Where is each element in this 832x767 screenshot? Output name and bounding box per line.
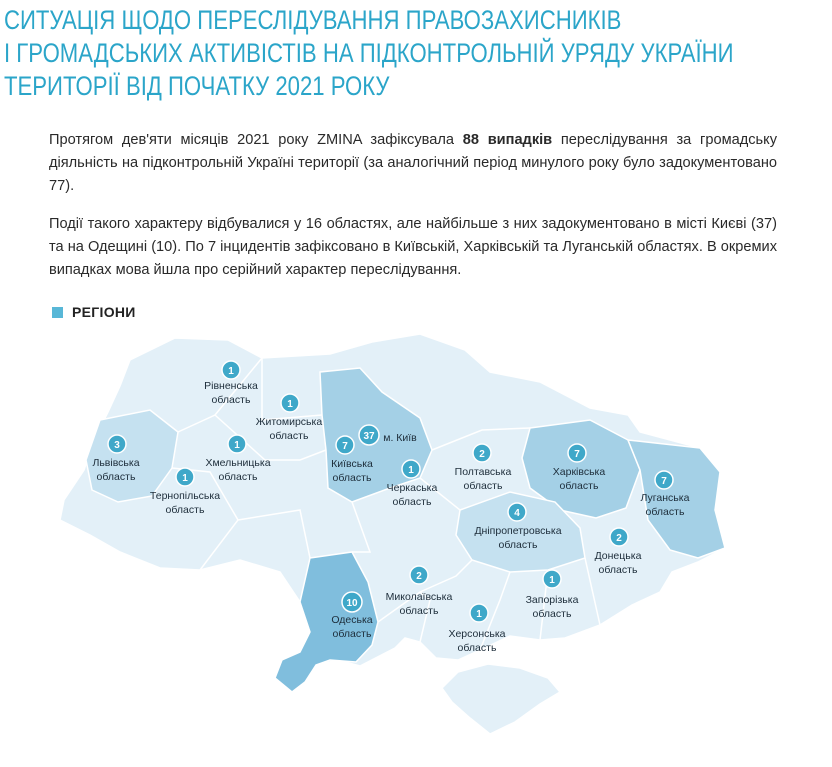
marker-kyiv-city-count: 37 <box>363 431 375 442</box>
marker-odesa <box>342 592 362 612</box>
title-line-2: І ГРОМАДСЬКИХ АКТИВІСТІВ НА ПІДКОНТРОЛЬНІЙ УРЯДУ УКРАЇНИ <box>4 38 734 68</box>
label-cherkasy-l2: область <box>392 496 432 508</box>
marker-zhytomyr-count: 1 <box>287 399 293 410</box>
marker-poltava <box>473 444 491 462</box>
marker-luhansk <box>655 471 673 489</box>
intro-paragraph-2: Події такого характеру відбувалися у 16 областях, але найбільше з них задокументовано в місті Києві (37) та на Одещині (10). По 7 інцидентів зафіксовано в Київській, Харківській та Луганській областях. В окремих випадках мова йшла про серійний характер переслідування. <box>49 216 777 278</box>
legend <box>52 302 136 322</box>
marker-kyiv-oblast-count: 7 <box>342 441 348 452</box>
marker-zhytomyr <box>281 394 299 412</box>
label-kharkiv-l1: Харківська <box>552 466 606 478</box>
marker-lviv <box>108 435 126 453</box>
marker-kherson-count: 1 <box>476 609 482 620</box>
page-title <box>4 4 734 103</box>
marker-zaporizhzhia-count: 1 <box>549 575 555 586</box>
label-rivne-l2: область <box>211 394 251 406</box>
marker-odesa-count: 10 <box>346 598 358 609</box>
intro-p1-after: переслідування за громадську діяльність на підконтрольній Україні території (за аналогічний період минулого року було задокументовано 77). <box>49 132 777 194</box>
marker-mykolaiv <box>410 566 428 584</box>
label-donetsk-l1: Донецька <box>594 550 642 562</box>
label-luhansk-l2: область <box>645 506 685 518</box>
label-zhytomyr-l2: область <box>269 430 309 442</box>
label-kyiv-oblast-l2: область <box>332 472 372 484</box>
label-poltava-l1: Полтавська <box>454 466 512 478</box>
legend-square-icon <box>52 307 63 318</box>
label-mykolaiv-l2: область <box>399 605 439 617</box>
marker-rivne <box>222 361 240 379</box>
marker-khmelnytskyi <box>228 435 246 453</box>
label-khmelnytskyi-l1: Хмельницька <box>205 457 271 469</box>
label-kyiv-city <box>383 432 417 444</box>
label-cherkasy-l1: Черкаська <box>386 482 438 494</box>
marker-luhansk-count: 7 <box>661 476 667 487</box>
label-dnipro-l2: область <box>498 539 538 551</box>
title-line-1: СИТУАЦІЯ ЩОДО ПЕРЕСЛІДУВАННЯ ПРАВОЗАХИСНИКІВ <box>4 5 622 35</box>
legend-label: РЕГІОНИ <box>72 304 136 320</box>
marker-donetsk-count: 2 <box>616 533 622 544</box>
marker-mykolaiv-count: 2 <box>416 571 422 582</box>
label-mykolaiv-l1: Миколаївська <box>385 591 453 603</box>
marker-donetsk <box>610 528 628 546</box>
label-kyiv-city-l1: м. Київ <box>383 432 417 444</box>
marker-cherkasy <box>402 460 420 478</box>
marker-lviv-count: 3 <box>114 440 120 451</box>
label-zaporizhzhia-l2: область <box>532 608 572 620</box>
label-ternopil-l2: область <box>165 504 205 516</box>
marker-khmelnytskyi-count: 1 <box>234 440 240 451</box>
ukraine-regions-map <box>0 320 832 767</box>
label-luhansk-l1: Луганська <box>640 492 690 504</box>
map-crimea <box>442 664 560 734</box>
marker-ternopil-count: 1 <box>182 473 188 484</box>
marker-dnipro-count: 4 <box>514 508 520 519</box>
marker-kyiv-oblast <box>336 436 354 454</box>
marker-cherkasy-count: 1 <box>408 465 414 476</box>
marker-zaporizhzhia <box>543 570 561 588</box>
label-lviv-l2: область <box>96 471 136 483</box>
label-kherson-l1: Херсонська <box>448 628 506 640</box>
label-ternopil-l1: Тернопільська <box>149 490 221 502</box>
marker-kherson <box>470 604 488 622</box>
marker-kharkiv <box>568 444 586 462</box>
intro-p1-bold: 88 випадків <box>462 132 553 148</box>
label-donetsk-l2: область <box>598 564 638 576</box>
marker-kyiv-city <box>359 425 379 445</box>
label-kyiv-oblast-l1: Київська <box>331 458 373 470</box>
marker-rivne-count: 1 <box>228 366 234 377</box>
label-rivne-l1: Рівненська <box>204 380 258 392</box>
label-poltava-l2: область <box>463 480 503 492</box>
title-line-3: ТЕРИТОРІЇ ВІД ПОЧАТКУ 2021 РОКУ <box>4 71 390 101</box>
marker-ternopil <box>176 468 194 486</box>
label-kharkiv-l2: область <box>559 480 599 492</box>
map-country-base <box>60 334 725 692</box>
intro-p1-before: Протягом дев'яти місяців 2021 року ZMINA зафіксувала <box>49 132 463 148</box>
label-lviv-l1: Львівська <box>92 457 140 469</box>
label-odesa-l2: область <box>332 628 372 640</box>
label-zhytomyr-l1: Житомирська <box>255 416 323 428</box>
label-zaporizhzhia-l1: Запорізька <box>525 594 579 606</box>
label-khmelnytskyi-l2: область <box>218 471 258 483</box>
label-dnipro-l1: Дніпропетровська <box>474 525 562 537</box>
intro-paragraph-1 <box>49 129 777 198</box>
label-kherson-l2: область <box>457 642 497 654</box>
marker-kharkiv-count: 7 <box>574 449 580 460</box>
marker-dnipro <box>508 503 526 521</box>
label-odesa-l1: Одеська <box>331 614 373 626</box>
marker-poltava-count: 2 <box>479 449 485 460</box>
